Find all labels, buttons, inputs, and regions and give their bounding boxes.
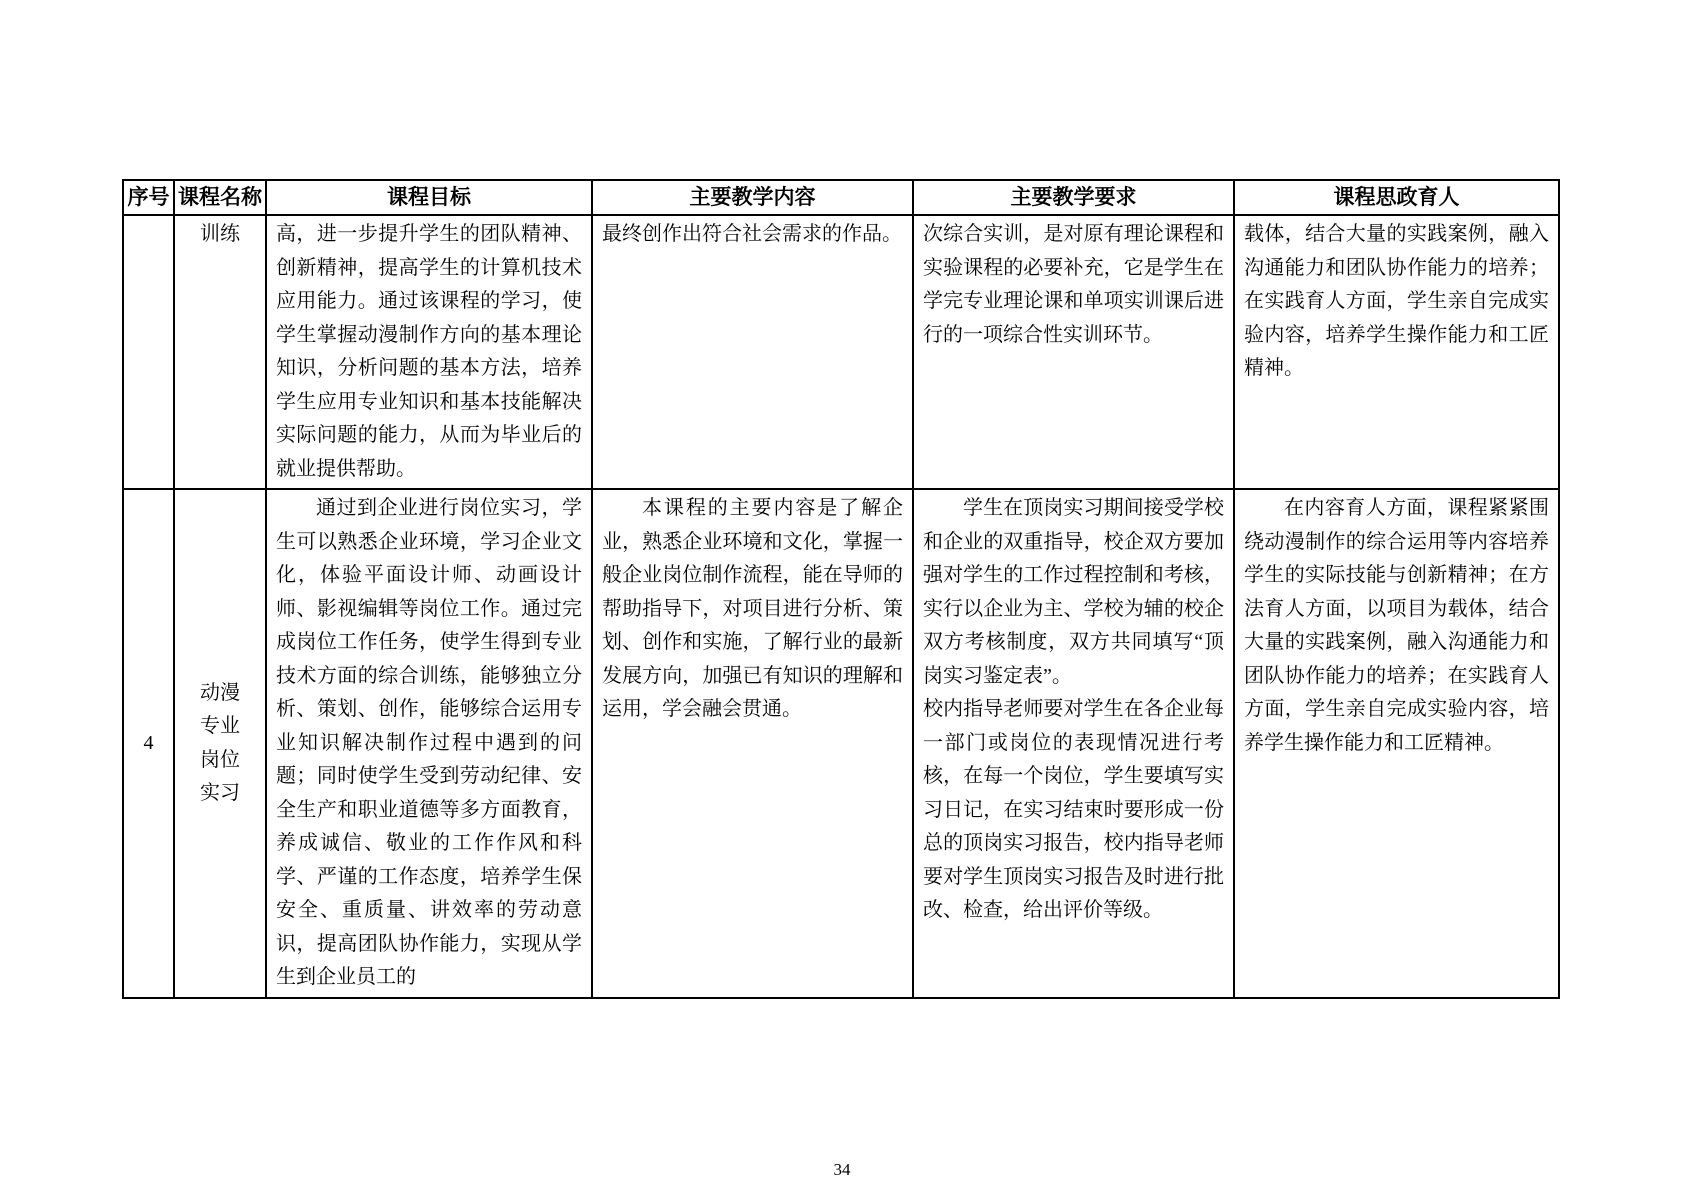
cell-requirements-4 (913, 489, 1234, 998)
course-name-line: 岗位 (200, 748, 240, 771)
course-info-table (122, 179, 1560, 999)
course-name-text: 训练 (200, 223, 240, 245)
requirements-text: 次综合实训，是对原有理论课程和实验课程的必要补充，它是学生在学完专业理论课和单项实训课后进行的一项综合性实训环节。 (923, 223, 1224, 346)
table-header-row (123, 180, 1559, 215)
header-course-name: 课程名称 (174, 180, 266, 215)
content-text: 本课程的主要内容是了解企业，熟悉企业环境和文化，掌握一般企业岗位制作流程，能在导师的帮助指导下，对项目进行分析、策划、创作和实施，了解行业的最新发展方向，加强已有知识的理解和运用，学会融会贯通。 (602, 497, 903, 720)
header-objectives: 课程目标 (266, 180, 592, 215)
content-text: 最终创作出符合社会需求的作品。 (602, 223, 902, 245)
cell-content-4 (592, 489, 913, 998)
cell-course-name-continued (174, 215, 266, 489)
cell-requirements-continued (913, 215, 1234, 489)
header-seq: 序号 (123, 180, 174, 215)
cell-objectives-continued (266, 215, 592, 489)
objectives-text: 高，进一步提升学生的团队精神、创新精神，提高学生的计算机技术应用能力。通过该课程的学习，使学生掌握动漫制作方向的基本理论知识，分析问题的基本方法，培养学生应用专业知识和基本技能解决实际问题的能力，从而为毕业后的就业提供帮助。 (276, 223, 582, 480)
table-row-4 (123, 489, 1559, 998)
cell-seq-empty (123, 215, 174, 489)
cell-content-continued (592, 215, 913, 489)
cell-seq-4 (123, 489, 174, 998)
seq-number: 4 (143, 731, 154, 754)
cell-ideology-continued (1234, 215, 1559, 489)
requirements-paragraph-2: 校内指导老师要对学生在各企业每一部门或岗位的表现情况进行考核，在每一个岗位，学生要填写实习日记，在实习结束时要形成一份总的顶岗实习报告，校内指导老师要对学生顶岗实习报告及时进行批改、检查，给出评价等级。 (923, 698, 1224, 921)
course-name-line: 动漫 (200, 681, 240, 704)
ideology-text: 载体，结合大量的实践案例，融入沟通能力和团队协作能力的培养；在实践育人方面，学生亲自完成实验内容，培养学生操作能力和工匠精神。 (1244, 223, 1549, 379)
objectives-text: 通过到企业进行岗位实习，学生可以熟悉企业环境，学习企业文化，体验平面设计师、动画设计师、影视编辑等岗位工作。通过完成岗位工作任务，使学生得到专业技术方面的综合训练，能够独立分析、策划、创作，能够综合运用专业知识解决制作过程中遇到的问题；同时使学生受到劳动纪律、安全生产和职业道德等多方面教育，养成诚信、敬业的工作作风和科学、严谨的工作态度，培养学生保安全、重质量、讲效率的劳动意识，提高团队协作能力，实现从学生到企业员工的 (276, 497, 582, 988)
course-name-line: 专业 (200, 715, 240, 737)
cell-course-name-4 (174, 489, 266, 998)
table-row-continued (123, 215, 1559, 489)
cell-objectives-4 (266, 489, 592, 998)
course-name-line: 实习 (200, 782, 240, 804)
ideology-text: 在内容育人方面，课程紧紧围绕动漫制作的综合运用等内容培养学生的实际技能与创新精神；在方法育人方面，以项目为载体，结合大量的实践案例，融入沟通能力和团队协作能力的培养；在实践育人方面，学生亲自完成实验内容，培养学生操作能力和工匠精神。 (1244, 497, 1549, 754)
header-ideology: 课程思政育人 (1234, 180, 1559, 215)
header-requirements: 主要教学要求 (913, 180, 1234, 215)
requirements-paragraph-1: 学生在顶岗实习期间接受学校和企业的双重指导，校企双方要加强对学生的工作过程控制和考核，实行以企业为主、学校为辅的校企双方考核制度，双方共同填写“顶岗实习鉴定表”。 (923, 497, 1224, 687)
cell-ideology-4 (1234, 489, 1559, 998)
header-content: 主要教学内容 (592, 180, 913, 215)
page-number: 34 (833, 1160, 851, 1179)
